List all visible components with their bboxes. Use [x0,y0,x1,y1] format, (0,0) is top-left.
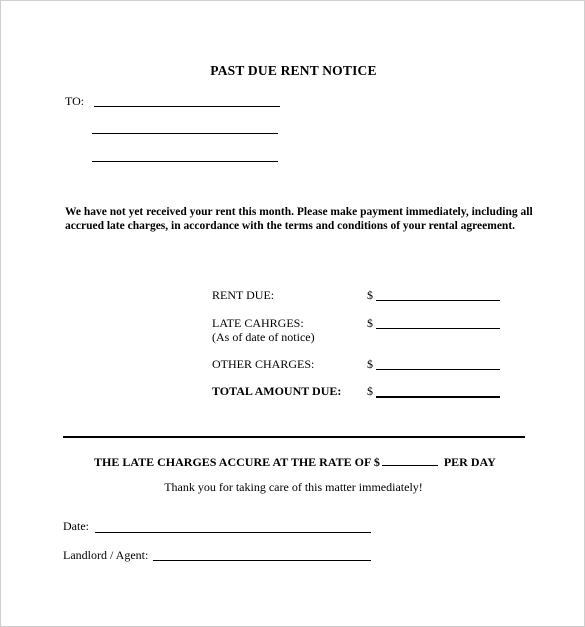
thank-you-message: Thank you for taking care of this matter immediately! [164,480,423,494]
late-charges-note: (As of date of notice) [212,330,315,344]
date-label: Date: [63,519,89,533]
rent-due-dollar: $ [367,288,373,302]
late-charges-line[interactable] [376,328,500,329]
total-due-line[interactable] [376,396,500,398]
other-charges-line[interactable] [376,369,500,370]
other-charges-label: OTHER CHARGES: [212,357,315,371]
total-due-label: TOTAL AMOUNT DUE: [212,384,342,398]
to-label: TO: [65,94,85,108]
notice-paragraph: We have not yet received your rent this month. Please make payment immediately, including all accrued late charges, in accordance with the terms and conditions of your rental agreement. [65,206,533,232]
rent-due-label: RENT DUE: [212,288,275,302]
to-line-1[interactable] [94,106,280,107]
rent-due-line[interactable] [376,300,500,301]
to-line-2[interactable] [92,133,278,134]
notice-title: PAST DUE RENT NOTICE [210,63,377,78]
late-rate-amount-line[interactable] [382,453,438,466]
late-rate-prefix: THE LATE CHARGES ACCURE AT THE RATE OF $ [94,455,380,469]
late-rate-suffix: PER DAY [443,455,496,469]
section-divider [63,436,525,438]
landlord-agent-label: Landlord / Agent: [63,548,149,562]
to-line-3[interactable] [92,161,278,162]
late-charges-label: LATE CAHRGES: [212,316,304,330]
other-charges-dollar: $ [367,357,373,371]
late-rate-statement [94,453,496,470]
late-charges-dollar: $ [367,316,373,330]
landlord-agent-line[interactable] [153,560,371,561]
date-line[interactable] [95,532,371,533]
total-due-dollar: $ [367,384,373,398]
